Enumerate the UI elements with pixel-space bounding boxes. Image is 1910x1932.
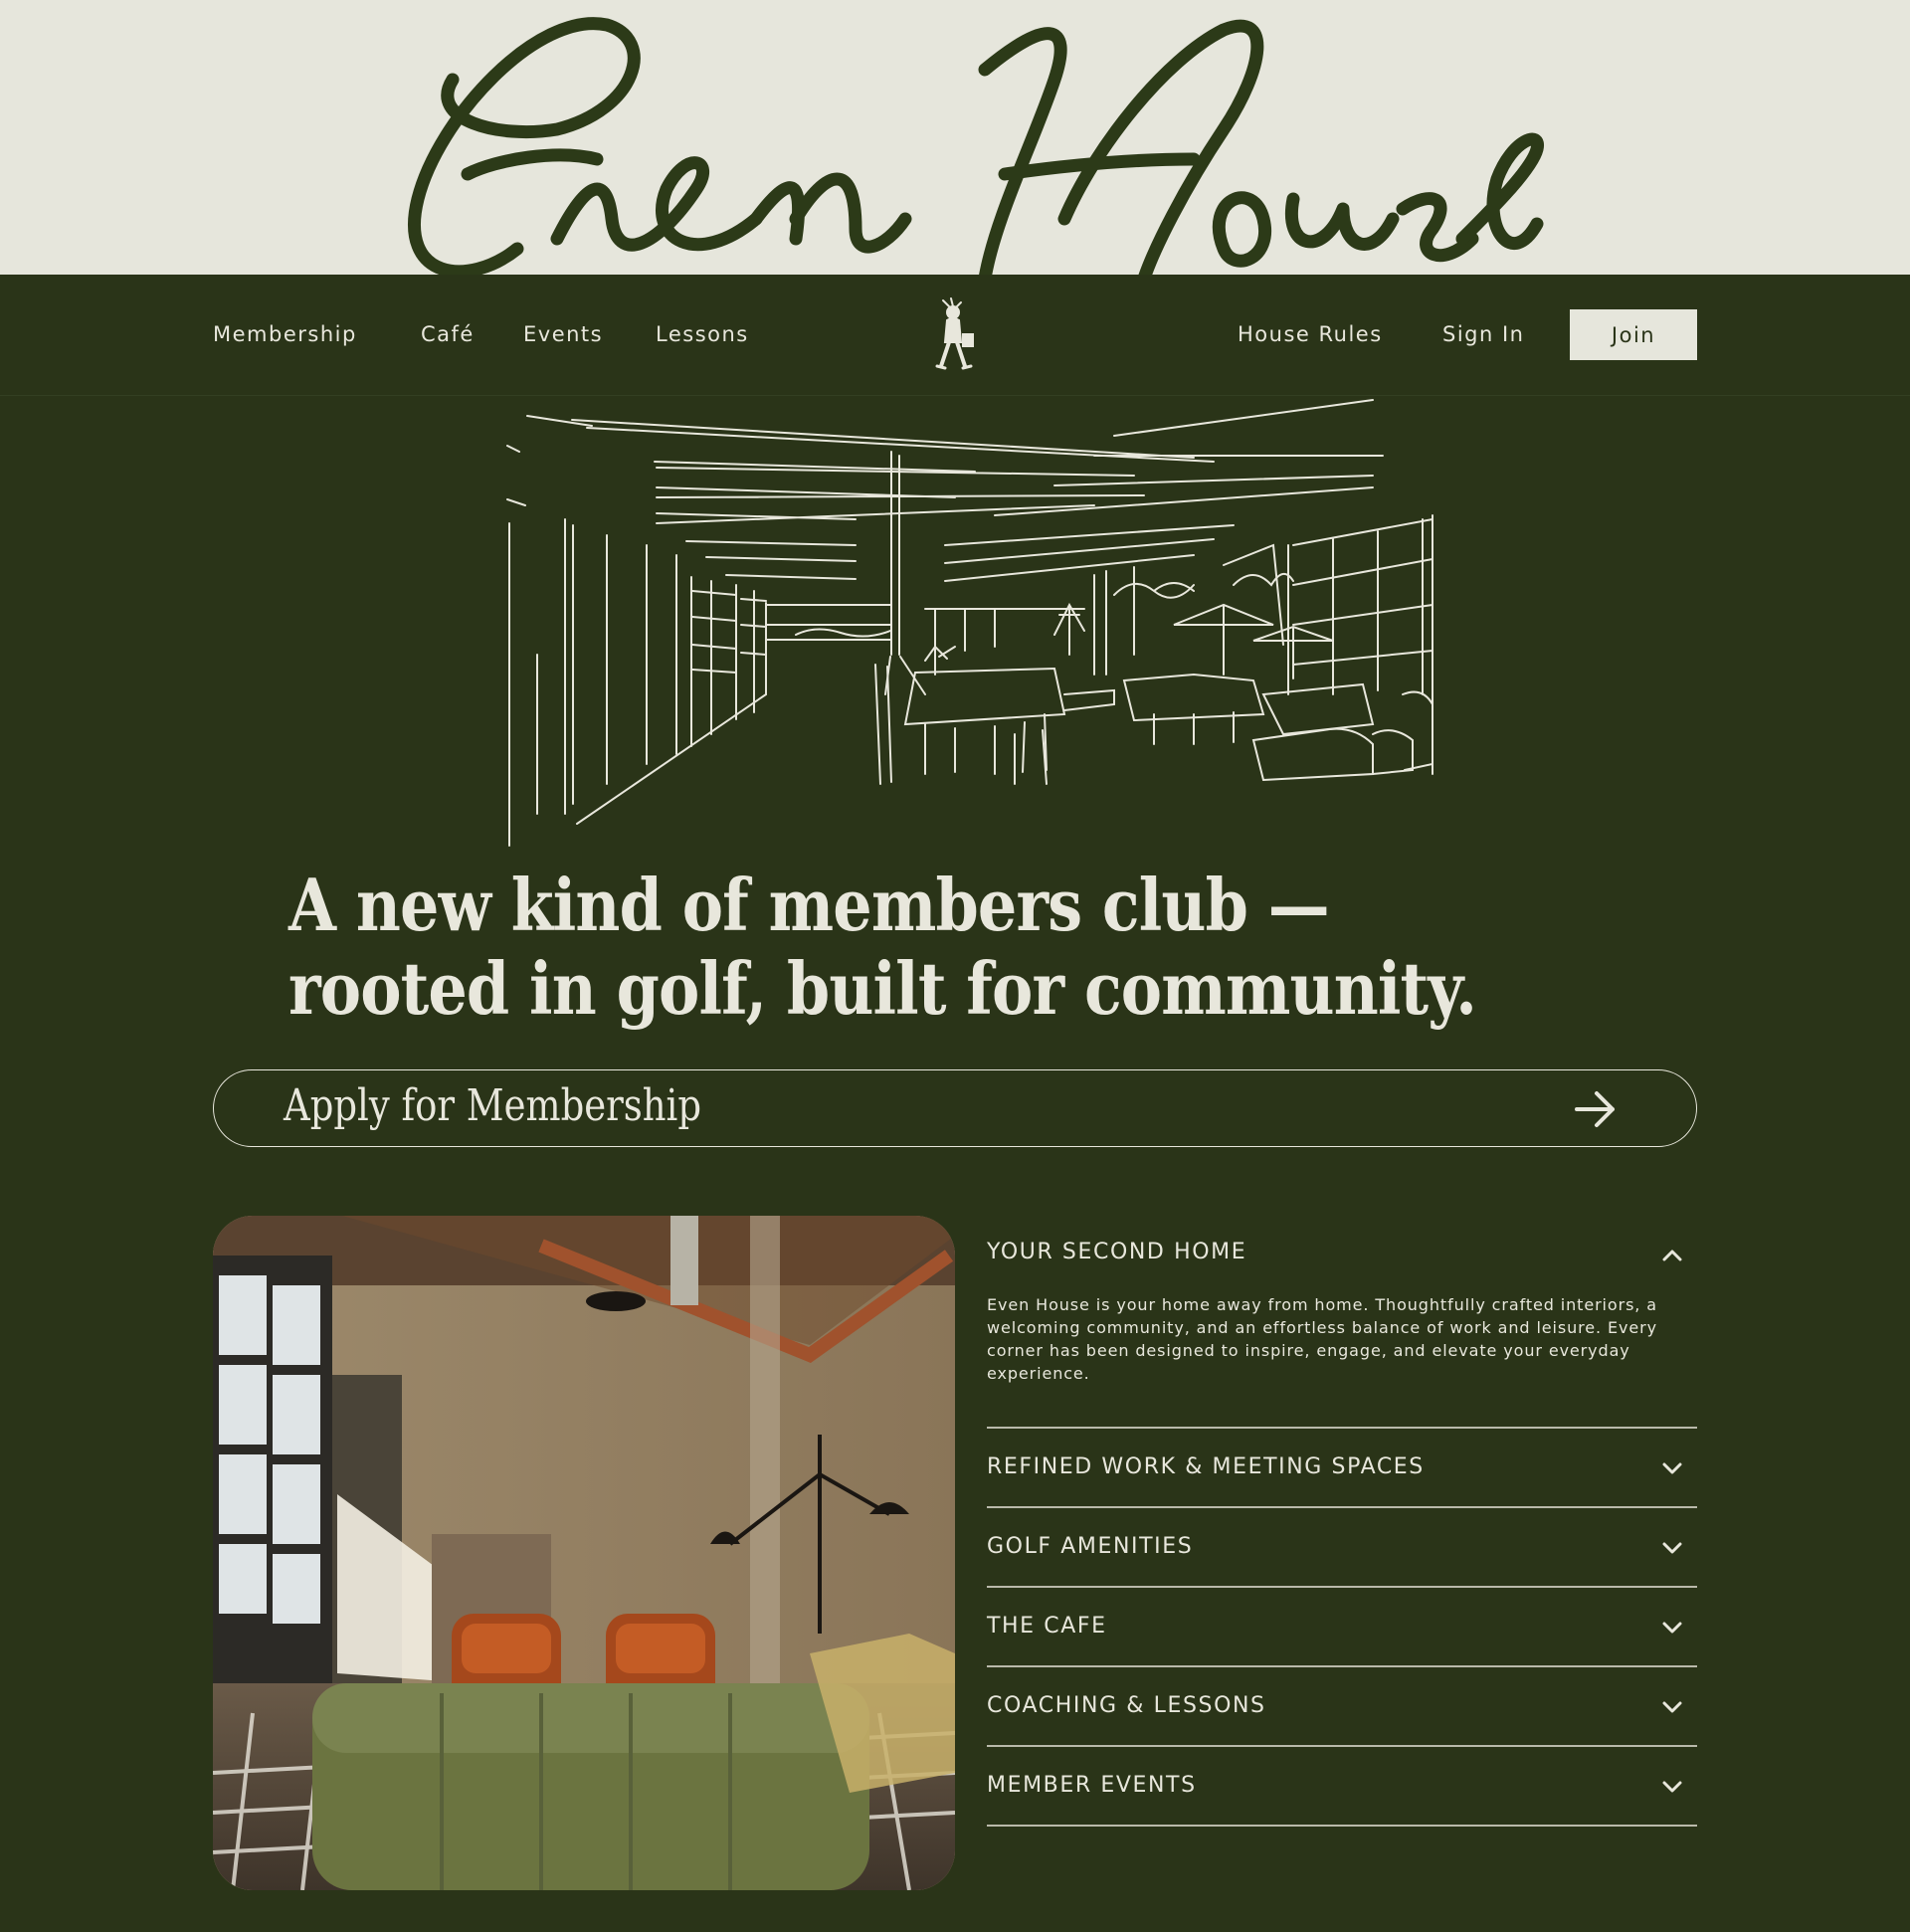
accordion-title: MEMBER EVENTS: [987, 1773, 1197, 1798]
accordion-item-coaching[interactable]: [987, 1667, 1697, 1747]
hero-headline-line-2: rooted in golf, built for community.: [288, 946, 1476, 1031]
logo-band: [0, 0, 1910, 275]
chevron-down-icon[interactable]: [1661, 1622, 1683, 1636]
accordion-item-work-spaces[interactable]: [987, 1429, 1697, 1508]
accordion-title: COACHING & LESSONS: [987, 1693, 1266, 1718]
clubhouse-sketch-illustration: [497, 396, 1442, 854]
chevron-up-icon[interactable]: [1661, 1248, 1683, 1261]
golfer-mascot-icon[interactable]: [925, 296, 981, 372]
even-house-logo: [0, 0, 1910, 275]
lounge-photo-illustration: [213, 1216, 955, 1890]
chevron-down-icon[interactable]: [1661, 1542, 1683, 1556]
nav-house-rules[interactable]: House Rules: [1238, 322, 1383, 346]
accordion-item-golf-amenities[interactable]: [987, 1508, 1697, 1588]
accordion-item-second-home[interactable]: [987, 1216, 1697, 1429]
apply-membership-label: Apply for Membership: [284, 1080, 702, 1131]
accordion-body: Even House is your home away from home. Thoughtfully crafted interiors, a welcoming community, and an effortless balance of work and leisure. Every corner has been designed to inspire, engage, and elevate your everyday experience.: [987, 1295, 1657, 1383]
arrow-right-icon: [1575, 1090, 1617, 1128]
nav-sign-in[interactable]: Sign In: [1442, 322, 1525, 346]
accordion-item-member-events[interactable]: [987, 1747, 1697, 1827]
nav-events[interactable]: Events: [523, 322, 604, 346]
accordion-title: REFINED WORK & MEETING SPACES: [987, 1454, 1425, 1479]
accordion-title: THE CAFE: [987, 1614, 1107, 1639]
accordion-title: YOUR SECOND HOME: [987, 1240, 1247, 1264]
hero-headline-line-1: A new kind of members club —: [288, 863, 1329, 947]
chevron-down-icon[interactable]: [1661, 1462, 1683, 1476]
chevron-down-icon[interactable]: [1661, 1781, 1683, 1795]
accordion-title: GOLF AMENITIES: [987, 1534, 1194, 1559]
nav-membership[interactable]: Membership: [213, 322, 357, 346]
apply-membership-button[interactable]: [213, 1069, 1697, 1147]
join-button[interactable]: Join: [1570, 309, 1697, 360]
hero-headline: [288, 863, 1476, 1031]
nav-cafe[interactable]: Café: [421, 322, 475, 346]
accordion-item-cafe[interactable]: [987, 1588, 1697, 1667]
nav-lessons[interactable]: Lessons: [656, 322, 749, 346]
chevron-down-icon[interactable]: [1661, 1701, 1683, 1715]
features-accordion: [987, 1216, 1697, 1827]
lounge-photo: [213, 1216, 955, 1890]
main-nav: [0, 275, 1910, 396]
